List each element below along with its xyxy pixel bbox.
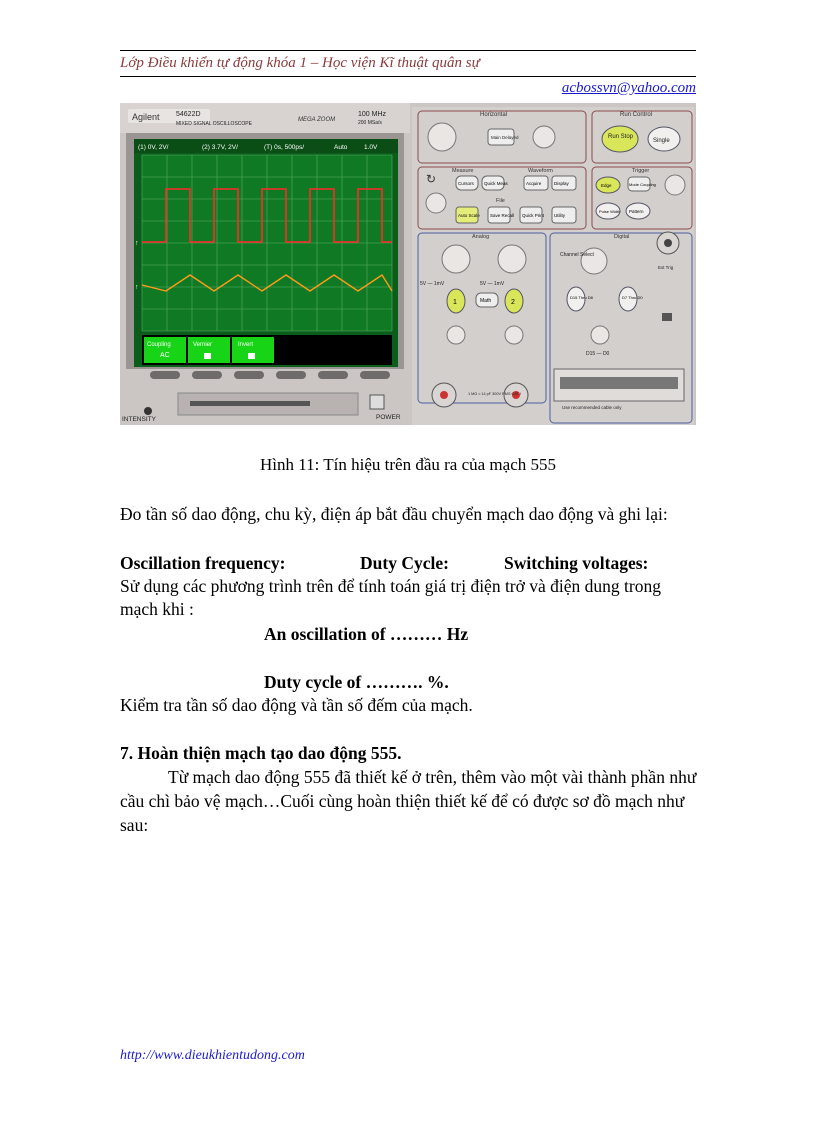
- power-label: POWER: [376, 414, 401, 421]
- ch2-button-label: 2: [511, 299, 515, 306]
- edge-label: Edge: [601, 183, 612, 188]
- model-label: 54622D: [176, 111, 201, 118]
- pulse-width-label: Pulse Width: [599, 209, 621, 214]
- softkey-vernier-label: Vernier: [193, 342, 213, 348]
- trigger-mode-readout: Auto: [334, 144, 348, 151]
- run-control-label: Run Control: [620, 112, 653, 118]
- quick-meas-label: Quick Meas: [484, 181, 508, 186]
- quick-print-label: Quick Print: [522, 213, 545, 218]
- cursors-label: Cursors: [458, 181, 474, 186]
- ch1-readout: (1) 0V, 2V/: [138, 144, 169, 151]
- oscilloscope-figure: [120, 103, 696, 425]
- switching-voltages-label: Switching voltages:: [504, 553, 649, 573]
- vernier-checkbox[interactable]: [204, 353, 211, 359]
- intensity-label: INTENSITY: [122, 416, 156, 423]
- header-title: Lớp Điều khiển tự động khóa 1 – Học viện Kĩ thuật quân sự: [120, 55, 480, 71]
- ch2-readout: (2) 3.7V, 2V/: [202, 144, 238, 151]
- softkey-coupling-label: Coupling: [147, 342, 171, 348]
- header-email-link[interactable]: acbossvn@yahoo.com: [561, 80, 696, 96]
- paragraph-calculate: Sử dụng các phương trình trên để tính toán giá trị điện trở và điện dung trong mạch khi :: [120, 576, 661, 619]
- undo-icon[interactable]: ↻: [426, 172, 437, 186]
- d15-d8-label: D15 Thru D8: [570, 295, 593, 300]
- digital-label: Digital: [614, 234, 630, 240]
- ext-trig-label: Ext Trig: [658, 265, 674, 270]
- waveform-label: Waveform: [528, 168, 553, 174]
- cable-warning-label: Use recommended cable only: [562, 405, 622, 410]
- brand-label: Agilent: [132, 112, 160, 122]
- measure-label: Measure: [452, 168, 474, 174]
- digital-position-knob[interactable]: [591, 326, 609, 344]
- entry-knob[interactable]: [426, 193, 446, 213]
- main-delayed-label: Main Delayed: [491, 135, 519, 140]
- samplerate-label: 200 MSa/s: [358, 120, 382, 126]
- horizontal-position-knob[interactable]: [533, 126, 555, 148]
- measurement-labels-row: [120, 552, 700, 574]
- footer-url-link[interactable]: http://www.dieukhientudong.com: [120, 1048, 305, 1063]
- power-button[interactable]: [370, 395, 384, 409]
- softkey-invert-label: Invert: [238, 342, 254, 348]
- softkey-coupling-value: AC: [160, 352, 170, 359]
- d15-d0-label: D15 — D0: [586, 351, 610, 357]
- display-label: Display: [554, 181, 569, 186]
- analog-label: Analog: [472, 234, 490, 240]
- channel-select-label: Channel Select: [560, 252, 594, 258]
- probe-comp-terminal[interactable]: [662, 313, 672, 321]
- duty-cycle-blank-line: Duty cycle of ………. %.: [264, 672, 449, 692]
- trigger-level-knob[interactable]: [665, 175, 685, 195]
- trigger-label: Trigger: [632, 168, 650, 174]
- ch1-position-knob[interactable]: [447, 326, 465, 344]
- trigger-level-readout: 1.0V: [364, 144, 378, 151]
- header-top-rule: [120, 50, 696, 51]
- oscillation-blank-line: An oscillation of ……… Hz: [264, 624, 469, 644]
- megazoom-label: MEGA ZOOM: [298, 117, 336, 123]
- header-bottom-rule: [120, 76, 696, 77]
- bandwidth-label: 100 MHz: [358, 111, 387, 118]
- save-recall-label: Save Recall: [490, 213, 515, 218]
- section-7-heading: 7. Hoàn thiện mạch tạo dao động 555.: [120, 743, 402, 763]
- oscilloscope-svg: [120, 103, 696, 425]
- horizontal-section-label: Horizontal: [480, 112, 508, 118]
- figure-caption: Hình 11: Tín hiệu trên đầu ra của mạch 555: [260, 455, 556, 474]
- acquire-label: Acquire: [526, 181, 542, 186]
- d7-d0-label: D7 Thru D0: [622, 295, 643, 300]
- paragraph-check: Kiểm tra tần số dao động và tần số đếm của mạch.: [120, 695, 473, 715]
- time-readout: (T) 0s, 500ps/: [264, 144, 305, 151]
- file-label: File: [496, 198, 505, 204]
- math-label: Math: [480, 298, 492, 304]
- ch1-button-label: 1: [453, 299, 457, 306]
- horizontal-scale-knob[interactable]: [428, 123, 456, 151]
- ch2-range-label: 5V — 1mV: [480, 281, 505, 287]
- ch1-volts-knob[interactable]: [442, 245, 470, 273]
- ch1-range-label: 5V — 1mV: [420, 281, 445, 287]
- run-stop-label: Run Stop: [608, 134, 634, 140]
- ch1-marker-icon: ↑: [135, 240, 139, 247]
- mode-coupling-label: Mode Coupling: [629, 182, 656, 187]
- ch2-position-knob[interactable]: [505, 326, 523, 344]
- input-rating-label: 1 MΩ ≈ 14 pF 300V RMS CAT I: [468, 392, 521, 396]
- paragraph-measure: Đo tần số dao động, chu kỳ, điện áp bắt đầu chuyển mạch dao động và ghi lại:: [120, 504, 668, 524]
- pattern-label: Pattern: [629, 209, 644, 214]
- autoscale-label: Auto Scale: [458, 213, 480, 218]
- model-sub-label: MIXED SIGNAL OSCILLOSCOPE: [176, 121, 252, 127]
- duty-cycle-label: Duty Cycle:: [360, 553, 449, 573]
- utility-label: Utility: [554, 213, 565, 218]
- ch2-volts-knob[interactable]: [498, 245, 526, 273]
- paragraph-complete: Từ mạch dao động 555 đã thiết kế ở trên, thêm vào một vài thành phần như cầu chì bảo vệ mạch…Cuối cùng hoàn thiện thiết kế để có được sơ đồ mạch như sau:: [120, 767, 697, 835]
- intensity-knob[interactable]: [144, 407, 152, 415]
- single-label: Single: [653, 138, 670, 144]
- ch2-marker-icon: ↑: [135, 284, 139, 291]
- invert-checkbox[interactable]: [248, 353, 255, 359]
- oscillation-frequency-label: Oscillation frequency:: [120, 553, 286, 573]
